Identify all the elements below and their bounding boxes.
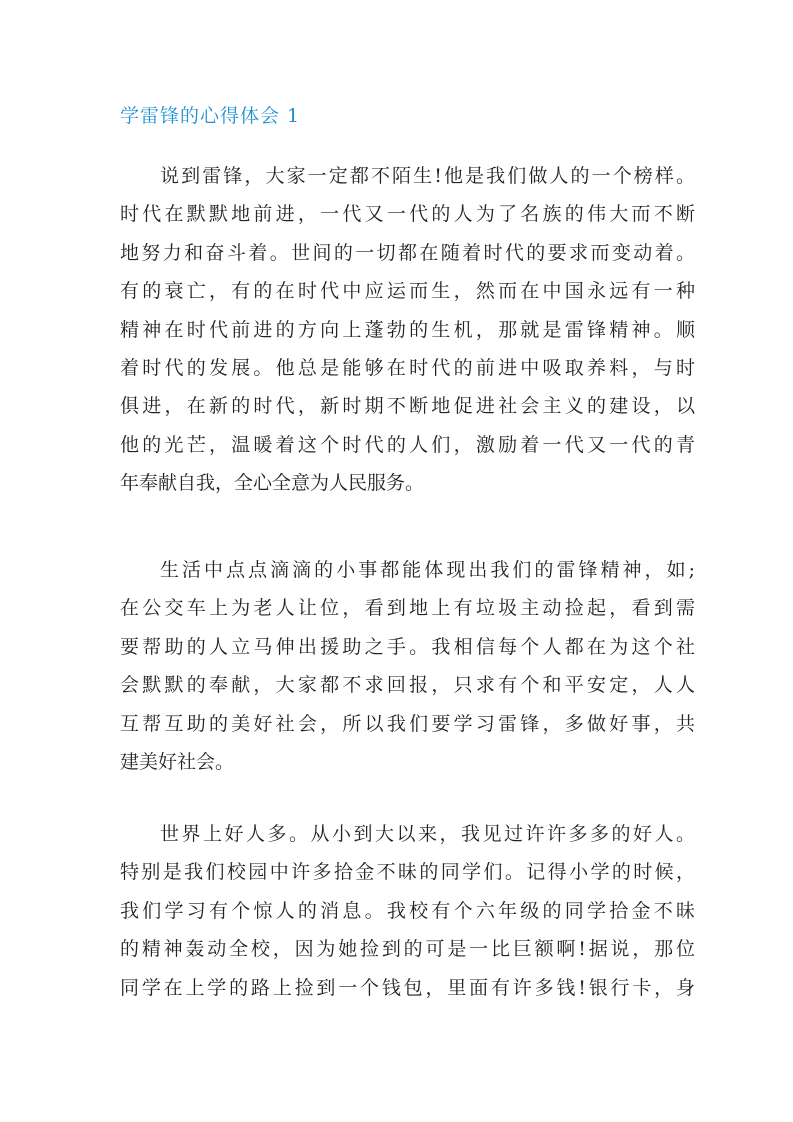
paragraph-line: 时代在默默地前进，一代又一代的人为了名族的伟大而不断 [120, 203, 695, 226]
paragraph-line: 年奉献自我，全心全意为人民服务。 [120, 472, 425, 495]
paragraph-line: 我们学习有个惊人的消息。我校有个六年级的同学拾金不昧 [120, 899, 695, 922]
paragraph-line: 他的光芒，温暖着这个时代的人们，激励着一代又一代的青 [120, 433, 695, 456]
paragraph-line: 着时代的发展。他总是能够在时代的前进中吸取养料，与时 [120, 356, 695, 379]
paragraph-line: 生活中点点滴滴的小事都能体现出我们的雷锋精神，如; [160, 559, 695, 581]
paragraph-line: 世界上好人多。从小到大以来，我见过许许多多的好人。 [160, 823, 695, 845]
paragraph-line: 的精神轰动全校，因为她捡到的可是一比巨额啊!据说，那位 [120, 938, 695, 961]
paragraph-line: 要帮助的人立马伸出援助之手。我相信每个人都在为这个社 [120, 635, 695, 658]
paragraph-line: 精神在时代前进的方向上蓬勃的生机，那就是雷锋精神。顺 [120, 318, 695, 341]
paragraph-line: 有的衰亡，有的在时代中应运而生，然而在中国永远有一种 [120, 280, 695, 303]
paragraph [120, 815, 695, 1007]
paragraph [120, 157, 695, 503]
paragraph-line: 会默默的奉献，大家都不求回报，只求有个和平安定，人人 [120, 674, 695, 697]
paragraph-line: 特别是我们校园中许多拾金不昧的同学们。记得小学的时候， [120, 861, 695, 884]
paragraph [120, 551, 695, 781]
paragraph-line: 在公交车上为老人让位，看到地上有垃圾主动捡起，看到需 [120, 597, 695, 620]
paragraph-line: 俱进，在新的时代，新时期不断地促进社会主义的建设，以 [120, 395, 695, 418]
paragraph-line: 说到雷锋，大家一定都不陌生!他是我们做人的一个榜样。 [160, 165, 695, 187]
document-title: 学雷锋的心得体会 1 [120, 105, 301, 127]
paragraph-line: 同学在上学的路上捡到一个钱包，里面有许多钱!银行卡，身 [120, 976, 695, 999]
paragraph-line: 地努力和奋斗着。世间的一切都在随着时代的要求而变动着。 [120, 241, 695, 264]
paragraph-line: 互帮互助的美好社会，所以我们要学习雷锋，多做好事，共 [120, 712, 695, 735]
paragraph-line: 建美好社会。 [120, 750, 235, 773]
